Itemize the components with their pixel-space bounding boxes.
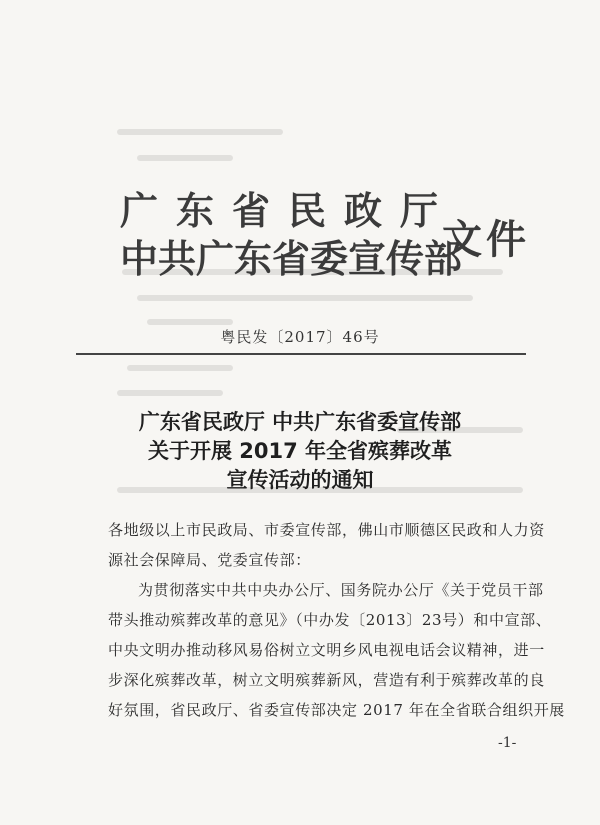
body-line: 源社会保障局、党委宣传部： [108,551,311,569]
body-line: 带头推动殡葬改革的意见》（中办发〔2013〕23号）和中宣部、 [108,611,552,629]
title-line-3: 宣传活动的通知 [226,468,374,492]
header-divider [76,353,526,355]
body-line: 好氛围，省民政厅、省委宣传部决定 2017 年在全省联合组织开展 [108,701,565,719]
body-line: 中央文明办推动移风易俗树立文明乡风电视电话会议精神，进一 [108,641,545,659]
issuer-name-primary: 广东省民政厅 [120,189,457,233]
page-number: -1- [498,735,517,751]
document-type-label: 文件 [442,217,530,263]
body-line: 步深化殡葬改革，树立文明殡葬新风，营造有利于殡葬改革的良 [108,671,545,689]
document-number: 粤民发〔2017〕46号 [220,328,380,346]
body-line: 为贯彻落实中共中央办公厅、国务院办公厅《关于党员干部 [138,581,544,599]
body-line: 各地级以上市民政局、市委宣传部，佛山市顺德区民政和人力资 [108,521,545,539]
issuer-name-secondary: 中共广东省委宣传部 [120,237,463,281]
title-line-2: 关于开展 2017 年全省殡葬改革 [147,439,453,463]
title-line-1: 广东省民政厅 中共广东省委宣传部 [138,410,462,434]
